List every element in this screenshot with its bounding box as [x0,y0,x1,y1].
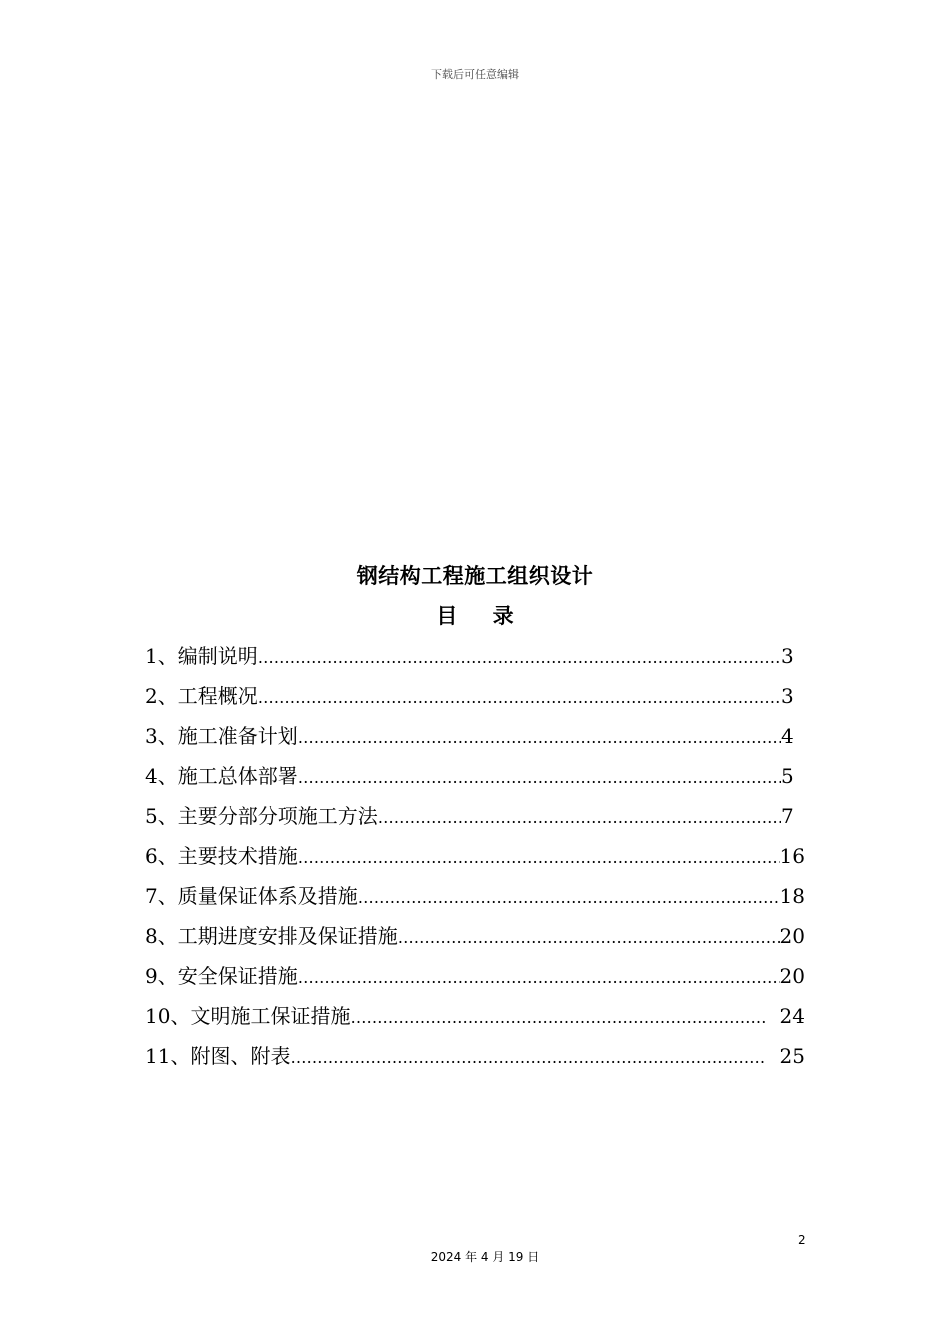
table-of-contents [145,636,805,1076]
toc-entry-page: 3 [781,644,794,668]
toc-dot-leader [298,758,781,798]
footer-date: 2024 年 4 月 19 日 [430,1250,540,1264]
toc-entry[interactable] [145,836,805,876]
toc-entry-page: 25 [779,1044,805,1068]
toc-entry[interactable] [145,996,805,1036]
toc-dot-leader [258,678,781,718]
toc-entry-label: 6、主要技术措施 [145,844,298,868]
toc-entry[interactable] [145,756,805,796]
toc-entry[interactable] [145,796,805,836]
toc-entry[interactable] [145,1036,805,1076]
toc-dot-leader [398,918,780,958]
toc-entry-label: 1、编制说明 [145,644,258,668]
toc-entry-label: 5、主要分部分项施工方法 [145,804,378,828]
toc-entry[interactable] [145,716,805,756]
toc-dot-leader [358,878,780,918]
toc-entry-label: 2、工程概况 [145,684,258,708]
toc-entry-page: 18 [779,884,805,908]
toc-entry-label: 7、质量保证体系及措施 [145,884,358,908]
toc-dot-leader [298,958,780,998]
page-header: 下载后可任意编辑 [431,68,519,81]
toc-dot-leader [298,718,781,758]
toc-dot-leader [378,798,781,838]
toc-entry-page: 20 [779,964,805,988]
toc-heading: 目 录 [436,604,528,628]
toc-entry-label: 8、工期进度安排及保证措施 [145,924,398,948]
toc-entry-label: 4、施工总体部署 [145,764,298,788]
page-number: 2 [798,1233,806,1247]
toc-dot-leader [290,1038,765,1078]
toc-entry-page: 7 [781,804,794,828]
toc-entry-page: 16 [779,844,805,868]
toc-entry[interactable] [145,876,805,916]
toc-entry[interactable] [145,956,805,996]
toc-entry-page: 5 [781,764,794,788]
toc-dot-leader [298,838,780,878]
toc-dot-leader [258,638,781,678]
toc-entry[interactable] [145,636,805,676]
document-title: 钢结构工程施工组织设计 [356,564,594,588]
toc-entry[interactable] [145,676,805,716]
toc-entry[interactable] [145,916,805,956]
toc-entry-label: 3、施工准备计划 [145,724,298,748]
toc-dot-leader [350,998,765,1038]
toc-entry-label: 10、文明施工保证措施 [145,1004,351,1028]
toc-entry-label: 9、安全保证措施 [145,964,298,988]
toc-entry-page: 20 [779,924,805,948]
toc-entry-page: 24 [779,1004,805,1028]
toc-entry-label: 11、附图、附表 [145,1044,291,1068]
toc-entry-page: 4 [781,724,794,748]
toc-entry-page: 3 [781,684,794,708]
